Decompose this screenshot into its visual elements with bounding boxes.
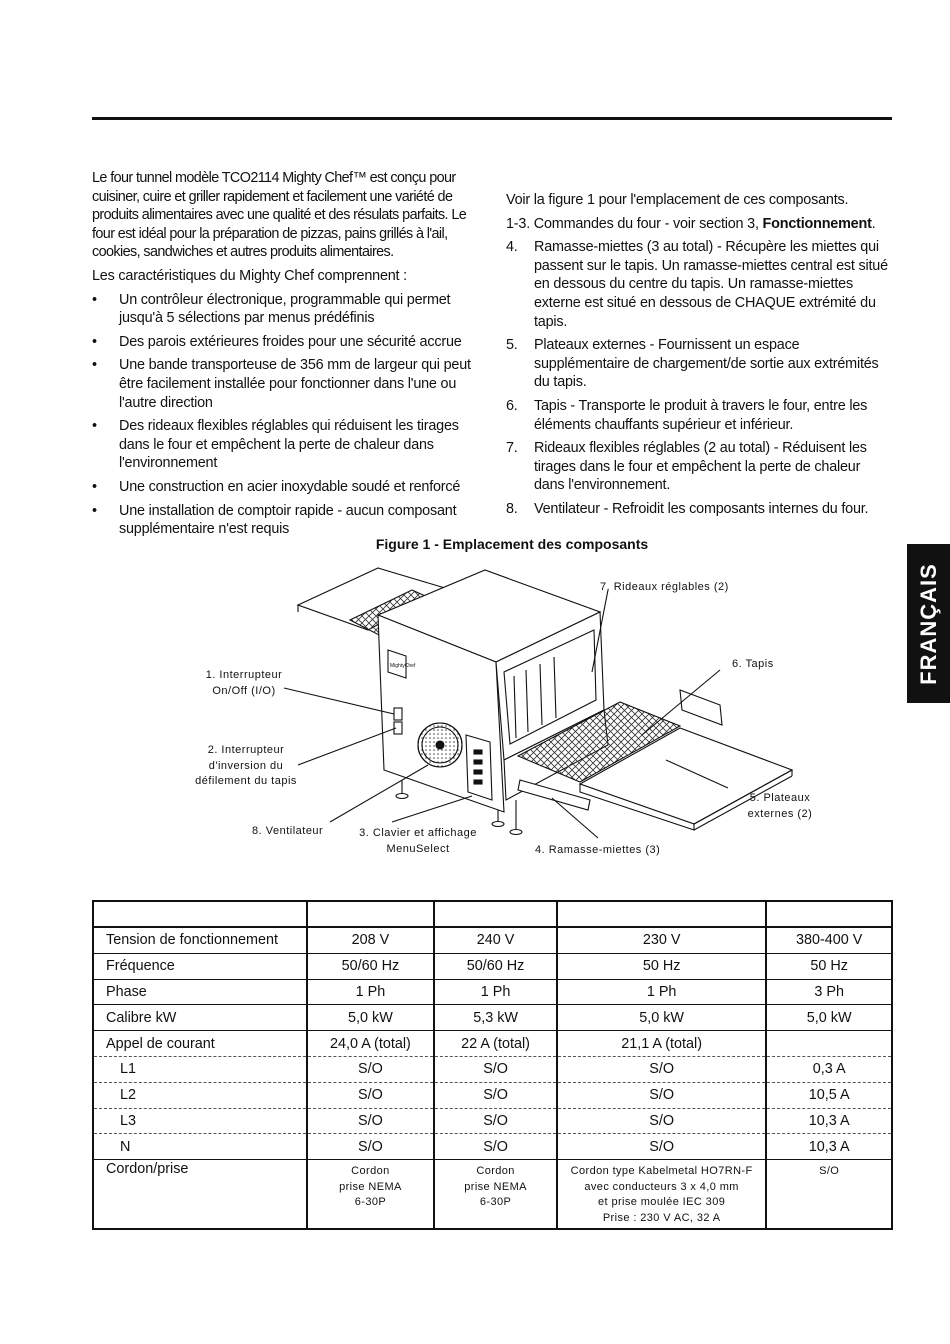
table-cell: S/O [557, 1056, 766, 1082]
callout-fan: 8. Ventilateur [252, 825, 324, 837]
table-row-cord [93, 1160, 892, 1230]
header-rule [92, 117, 892, 120]
list-item: • Des parois extérieures froides pour une sécurité accrue [92, 333, 478, 352]
item-number: 8. [506, 500, 518, 517]
table-cell: S/O [434, 1056, 557, 1082]
features-intro: Les caractéristiques du Mighty Chef comprennent : [92, 267, 407, 284]
callout-line: On/Off (I/O) [212, 684, 276, 697]
callout-line: externes (2) [747, 807, 813, 820]
table-cell: N [93, 1134, 307, 1160]
table-row [93, 1108, 892, 1134]
table-cell: S/O [307, 1108, 435, 1134]
table-cell: S/O [434, 1134, 557, 1160]
table-cell: L3 [93, 1108, 307, 1134]
list-item [506, 439, 892, 495]
cell-line: Prise : 230 V AC, 32 A [602, 1211, 721, 1224]
table-cell: 5,0 kW [557, 1005, 766, 1031]
table-row [93, 1005, 892, 1031]
table-cell: S/O [434, 1108, 557, 1134]
cell-line: 6-30P [479, 1196, 512, 1209]
table-cell [557, 1160, 766, 1230]
cell-line: Cordon [476, 1165, 515, 1178]
callout-conveyor: 6. Tapis [732, 658, 774, 670]
table-header-cell [307, 901, 435, 927]
oven-figure [180, 560, 840, 865]
table-row [93, 953, 892, 979]
table-cell: S/O [434, 1082, 557, 1108]
table-cell: 5,3 kW [434, 1005, 557, 1031]
callout-crumb-trays: 4. Ramasse-miettes (3) [535, 844, 661, 856]
table-row [93, 1134, 892, 1160]
callout-reverse-switch [190, 743, 302, 790]
item-text: Ramasse-miettes (3 au total) - Récupère les miettes qui passent sur le tapis. Un ramasse-miettes central est situé en dessous du centre du tapis. Un ramasse-miettes externe est situé en dessous de CHAQUE extrémité du tapis. [534, 239, 888, 330]
table-header-row [93, 901, 892, 927]
callout-line: d'inversion du [208, 759, 284, 772]
table-cell [307, 1160, 435, 1230]
language-tab-label: FRANÇAIS [915, 562, 941, 685]
table-cell: 21,1 A (total) [557, 1031, 766, 1057]
table-cell: L2 [93, 1082, 307, 1108]
table-cell: 50/60 Hz [434, 953, 557, 979]
item-end: . [871, 215, 876, 232]
callout-line: 2. Interrupteur [207, 744, 285, 756]
table-row [93, 1031, 892, 1057]
item-text: Rideaux flexibles réglables (2 au total) - Réduisent les tirages dans le four et empêchent la perte de chaleur dans l'environnement. [534, 440, 867, 494]
table-cell: 3 Ph [766, 979, 892, 1005]
table-cell: S/O [307, 1134, 435, 1160]
callout-line: 1. Interrupteur [205, 669, 283, 681]
table-header-cell [93, 901, 307, 927]
cell-line: 6-30P [354, 1196, 387, 1209]
table-cell: Appel de courant [93, 1031, 307, 1057]
list-item: • Des rideaux flexibles réglables qui réduisent les tirages dans le four et empêchent la perte de chaleur dans l'environnement [92, 417, 478, 473]
table-cell: 208 V [307, 927, 435, 953]
list-item [506, 500, 892, 519]
table-cell [434, 1160, 557, 1230]
item-number: 5. [506, 337, 518, 354]
table-cell: 50 Hz [557, 953, 766, 979]
table-header-cell [434, 901, 557, 927]
table-cell: S/O [557, 1108, 766, 1134]
callout-line: MenuSelect [386, 842, 450, 855]
table-cell: Calibre kW [93, 1005, 307, 1031]
table-cell: 24,0 A (total) [307, 1031, 435, 1057]
table-cell: 380-400 V [766, 927, 892, 953]
list-item [506, 336, 892, 392]
panel-brand-label: MightyChef [390, 663, 416, 669]
table-cell: L1 [93, 1056, 307, 1082]
figure-title: Figure 1 - Emplacement des composants [375, 536, 649, 552]
table-row [93, 979, 892, 1005]
table-cell: 22 A (total) [434, 1031, 557, 1057]
components-intro: Voir la figure 1 pour l'emplacement de ces composants. [506, 192, 849, 208]
cell-line: et prise moulée IEC 309 [598, 1196, 726, 1209]
list-item: • Une construction en acier inoxydable soudé et renforcé [92, 478, 478, 497]
item-number: 6. [506, 397, 518, 414]
table-cell: 10,3 A [766, 1134, 892, 1160]
table-header-cell [766, 901, 892, 927]
callout-trays [730, 791, 830, 822]
item-number: 4. [506, 239, 518, 256]
item-text: 1-3. Commandes du four - voir section 3, [506, 215, 763, 232]
callout-keypad [348, 826, 488, 857]
table-cell: S/O [307, 1082, 435, 1108]
cell-line: S/O [819, 1165, 840, 1178]
callout-line: 5. Plateaux [749, 792, 811, 804]
table-cell: 10,5 A [766, 1082, 892, 1108]
item-text: Ventilateur - Refroidit les composants internes du four. [534, 500, 869, 517]
table-cell: 10,3 A [766, 1108, 892, 1134]
table-cell: S/O [307, 1056, 435, 1082]
item-text: Plateaux externes - Fournissent un espace supplémentaire de chargement/de sortie aux extrémités du tapis. [534, 337, 879, 391]
table-cell: Cordon/prise [106, 1161, 189, 1178]
table-cell: 240 V [434, 927, 557, 953]
table-row [93, 1082, 892, 1108]
table-cell: Fréquence [93, 953, 307, 979]
table-row [93, 1056, 892, 1082]
callout-line: 3. Clavier et affichage [359, 827, 477, 839]
list-item [506, 238, 892, 331]
callout-curtains: 7. Rideaux réglables (2) [600, 581, 729, 593]
components-column [506, 191, 892, 524]
table-cell: 1 Ph [307, 979, 435, 1005]
cell-line: prise NEMA [464, 1180, 527, 1193]
cell-line: Cordon type Kabelmetal HO7RN-F [570, 1165, 753, 1178]
components-item-1-3 [506, 215, 892, 234]
electrical-spec-table [92, 900, 893, 1230]
table-cell: S/O [557, 1134, 766, 1160]
features-list [92, 291, 478, 539]
table-cell [766, 1031, 892, 1057]
list-item: • Un contrôleur électronique, programmable qui permet jusqu'à 5 sélections par menus prédéfinis [92, 291, 478, 328]
callout-line: défilement du tapis [195, 775, 297, 787]
table-cell: 230 V [557, 927, 766, 953]
table-cell: 0,3 A [766, 1056, 892, 1082]
table-cell: 1 Ph [557, 979, 766, 1005]
item-text: Tapis - Transporte le produit à travers le four, entre les éléments chauffants supérieur et inférieur. [534, 397, 868, 433]
cell-line: prise NEMA [339, 1180, 402, 1193]
table-cell: S/O [557, 1082, 766, 1108]
intro-paragraph: Le four tunnel modèle TCO2114 Mighty Chef™ est conçu pour cuisiner, cuire et griller rapidement et facilement une variété de produits alimentaires avec une qualité et des résulats parfaits. Le four est idéal pour la préparation de pizzas, pains grillés à l'ail, cookies, sandwiches et autres produits alimentaires. [92, 170, 467, 261]
section-link-text: Fonctionnement [762, 215, 872, 232]
item-number: 7. [506, 440, 518, 457]
table-row [93, 927, 892, 953]
list-item: • Une bande transporteuse de 356 mm de largeur qui peut être facilement installée pour fonctionner dans l'une ou l'autre direction [92, 356, 478, 412]
table-cell: 5,0 kW [307, 1005, 435, 1031]
table-cell: Tension de fonctionnement [93, 927, 307, 953]
language-tab [907, 544, 950, 703]
table-cell [766, 1160, 892, 1230]
table-header-cell [557, 901, 766, 927]
cell-line: Cordon [351, 1165, 390, 1178]
list-item: • Une installation de comptoir rapide - aucun composant supplémentaire n'est requis [92, 502, 478, 539]
table-cell: 50/60 Hz [307, 953, 435, 979]
table-cell: 1 Ph [434, 979, 557, 1005]
table-cell: 50 Hz [766, 953, 892, 979]
table-cell: 5,0 kW [766, 1005, 892, 1031]
table-cell: Phase [93, 979, 307, 1005]
cell-line: avec conducteurs 3 x 4,0 mm [584, 1180, 739, 1193]
components-list [506, 238, 892, 518]
callout-switch [194, 668, 294, 699]
intro-column [92, 169, 478, 544]
list-item [506, 397, 892, 434]
